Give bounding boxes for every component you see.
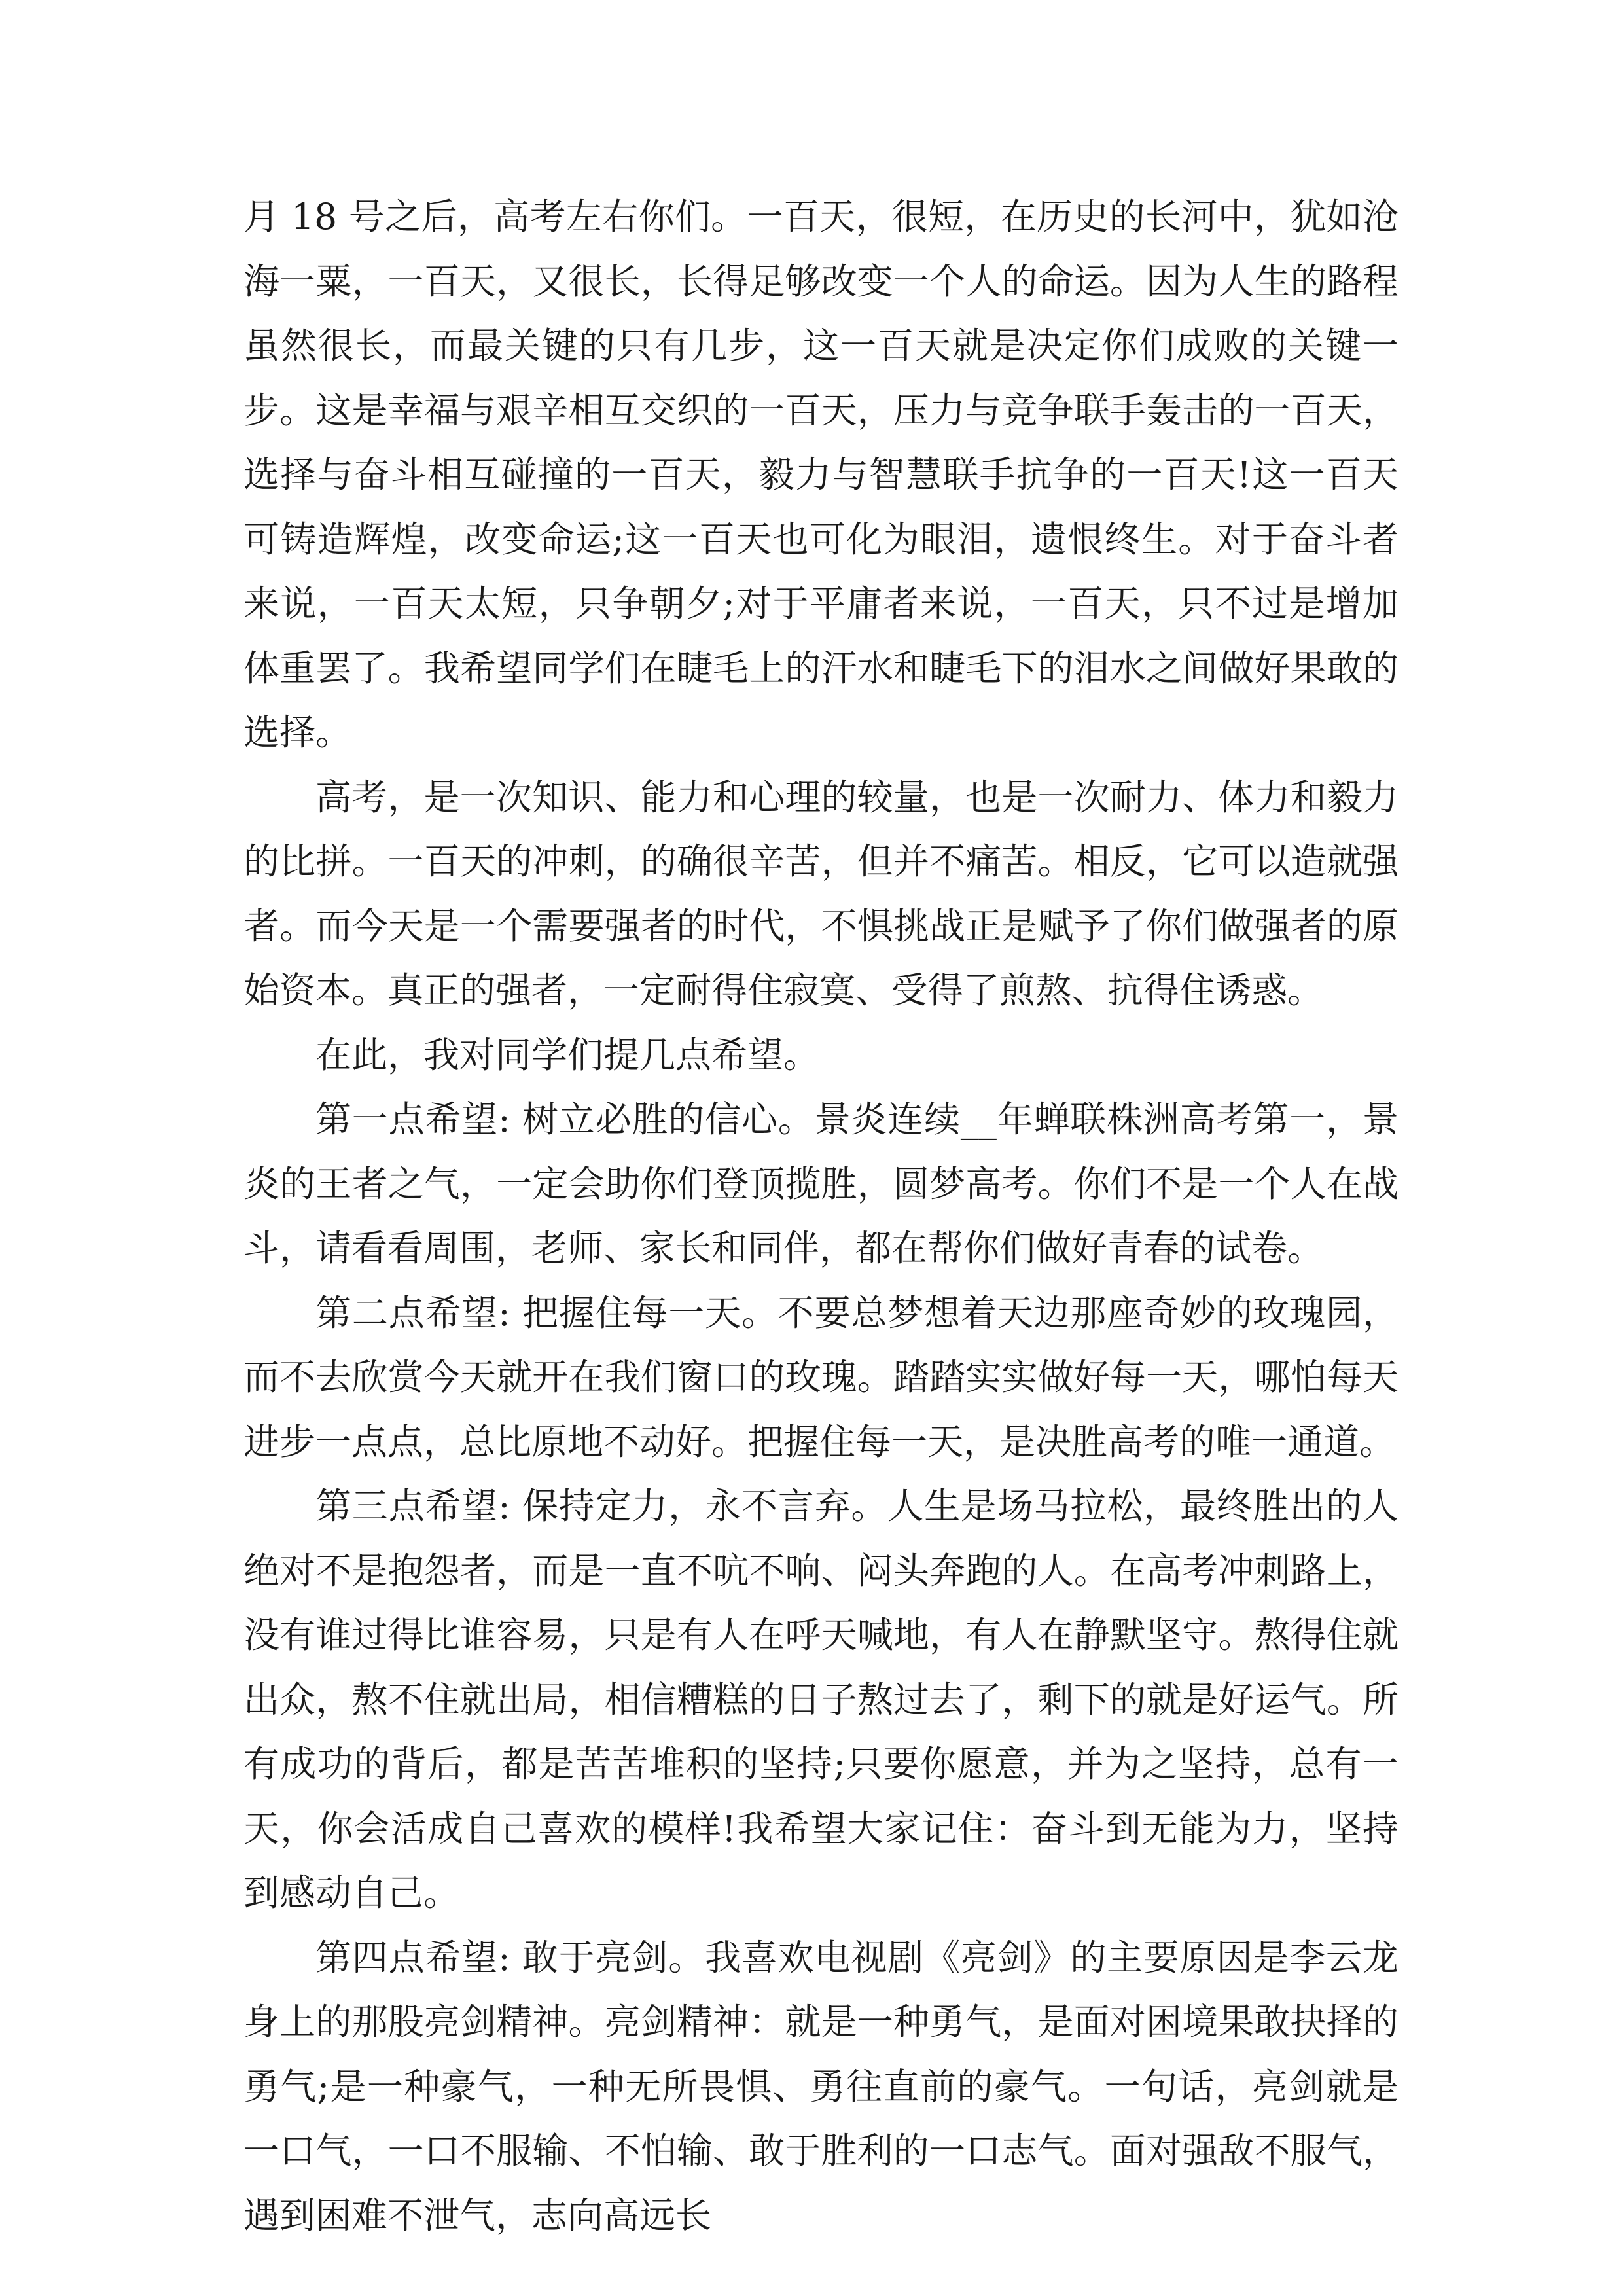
paragraph-continuation: 月 18 号之后，高考左右你们。一百天，很短，在历史的长河中，犹如沧海一粟，一百天，又很长，长得足够改变一个人的命运。因为人生的路程虽然很长，而最关键的只有几步，这一百天就是决定你们成败的关键一步。这是幸福与艰辛相互交织的一百天，压力与竞争联手轰击的一百天，选择与奋斗相互碰撞的一百天，毅力与智慧联手抗争的一百天!这一百天可铸造辉煌，改变命运;这一百天也可化为眼泪，遗恨终生。对于奋斗者来说，一百天太短，只争朝夕;对于平庸者来说，一百天，只不过是增加体重罢了。我希望同学们在睫毛上的汗水和睫毛下的泪水之间做好果敢的选择。 (243, 196, 1399, 753)
paragraph-hope-one: 第一点希望: 树立必胜的信心。景炎连续__年蝉联株洲高考第一，景炎的王者之气，一定会助你们登顶揽胜，圆梦高考。你们不是一个人在战斗，请看看周围，老师、家长和同伴，都在帮你们做好青春的试卷。 (243, 1098, 1399, 1269)
paragraph-gaokao-contest: 高考，是一次知识、能力和心理的较量，也是一次耐力、体力和毅力的比拼。一百天的冲刺，的确很辛苦，但并不痛苦。相反，它可以造就强者。而今天是一个需要强者的时代，不惧挑战正是赋予了你们做强者的原始资本。真正的强者，一定耐得住寂寞、受得了煎熬、抗得住诱惑。 (243, 776, 1399, 1011)
document-body (243, 185, 1399, 2248)
paragraph-hope-four: 第四点希望: 敢于亮剑。我喜欢电视剧《亮剑》的主要原因是李云龙身上的那股亮剑精神。亮剑精神：就是一种勇气，是面对困境果敢抉择的勇气;是一种豪气，一种无所畏惧、勇往直前的豪气。一句话，亮剑就是一口气，一口不服输、不怕输、敢于胜利的一口志气。面对强敌不服气，遇到困难不泄气，志向高远长 (243, 1936, 1399, 2236)
paragraph-hope-three: 第三点希望: 保持定力，永不言弃。人生是场马拉松，最终胜出的人绝对不是抱怨者，而是一直不吭不响、闷头奔跑的人。在高考冲刺路上，没有谁过得比谁容易，只是有人在呼天喊地，有人在静默坚守。熬得住就出众，熬不住就出局，相信糟糕的日子熬过去了，剩下的就是好运气。所有成功的背后，都是苦苦堆积的坚持;只要你愿意，并为之坚持，总有一天，你会活成自己喜欢的模样!我希望大家记住：奋斗到无能为力，坚持到感动自己。 (243, 1485, 1399, 1914)
paragraph-hope-two: 第二点希望: 把握住每一天。不要总梦想着天边那座奇妙的玫瑰园，而不去欣赏今天就开在我们窗口的玫瑰。踏踏实实做好每一天，哪怕每天进步一点点，总比原地不动好。把握住每一天，是决胜高考的唯一通道。 (243, 1291, 1399, 1463)
paragraph-hopes-intro: 在此，我对同学们提几点希望。 (315, 1033, 820, 1076)
